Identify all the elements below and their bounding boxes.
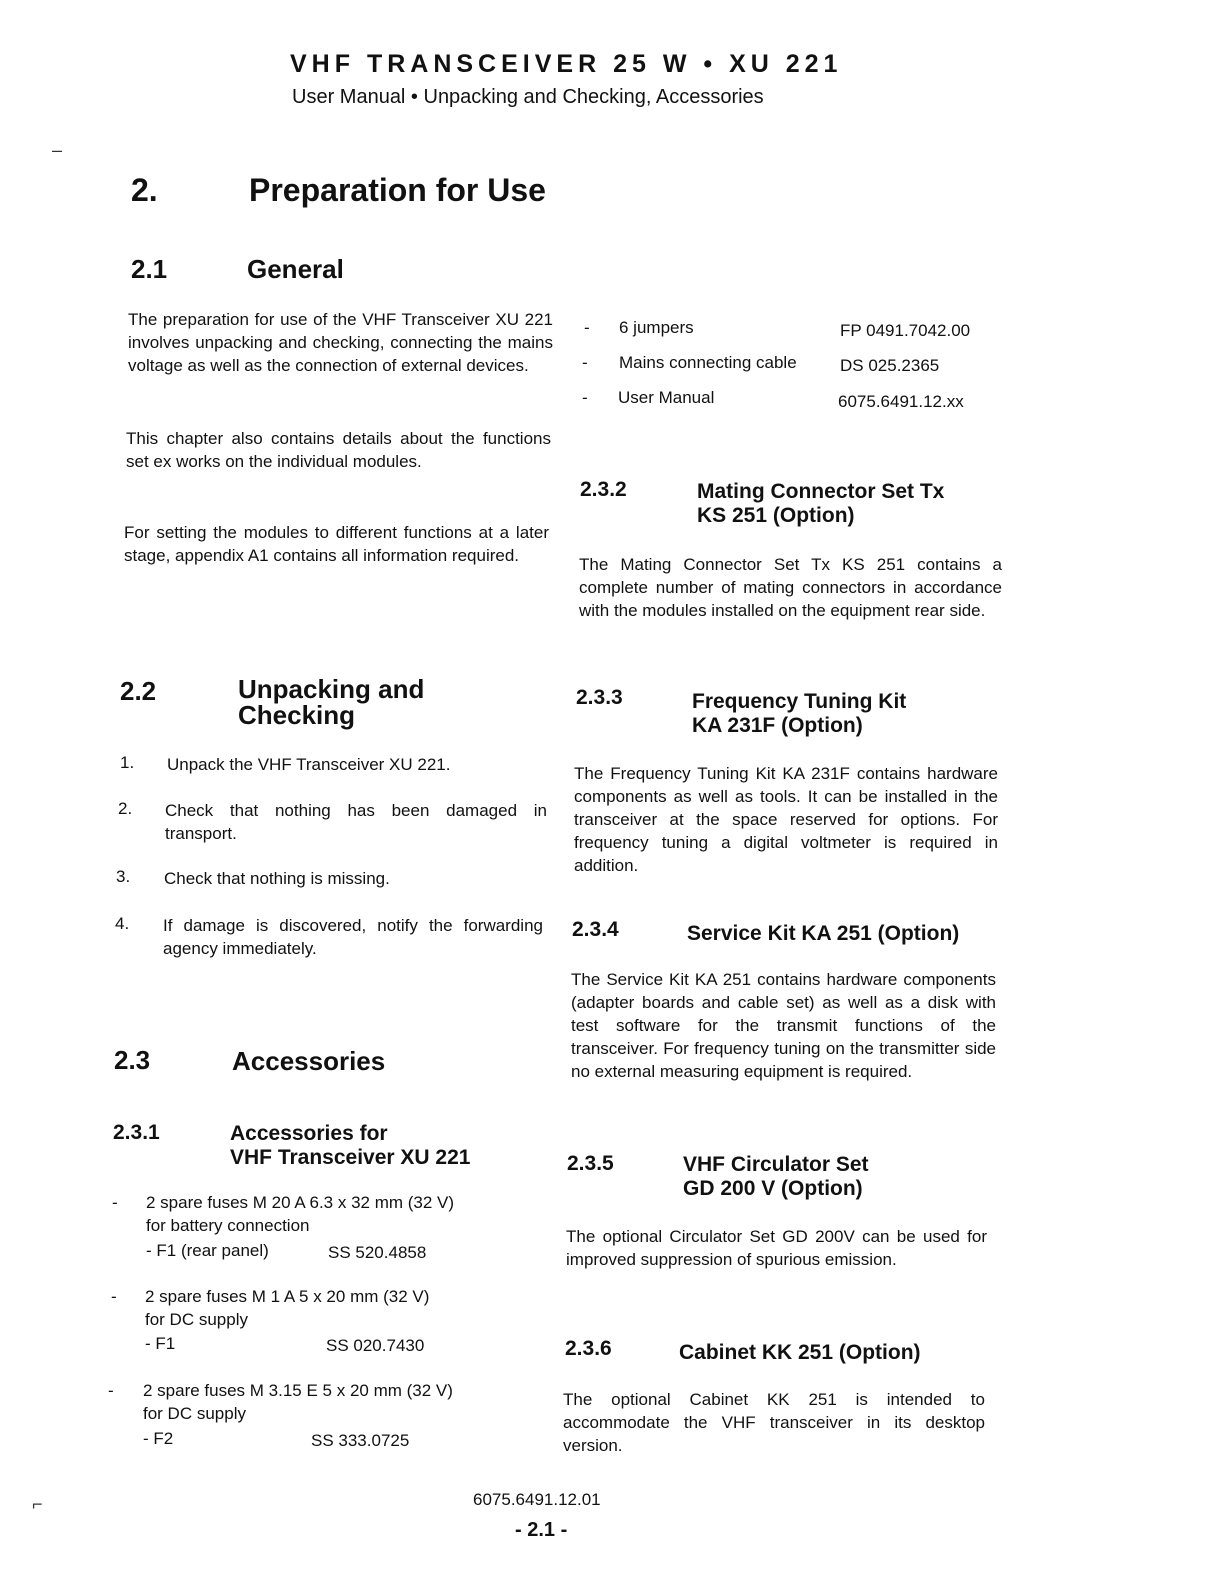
section-2-3-3-title bbox=[692, 690, 906, 738]
fuse-item-ref: - F1 (rear panel) bbox=[146, 1241, 269, 1260]
section-2-3-1-title bbox=[230, 1122, 470, 1170]
section-2-3-6-number: 2.3.6 bbox=[565, 1337, 612, 1360]
section-2-3-2-title-line1: Mating Connector Set Tx bbox=[697, 480, 945, 503]
fuse-item-line2: for battery connection bbox=[146, 1216, 310, 1235]
list-item-number: 1. bbox=[120, 753, 135, 772]
section-2-2-number: 2.2 bbox=[120, 676, 157, 706]
section-2-1-number: 2.1 bbox=[131, 254, 168, 284]
section-2-3-1-title-line2: VHF Transceiver XU 221 bbox=[230, 1146, 471, 1169]
fuse-item-line2: for DC supply bbox=[143, 1404, 246, 1423]
section-2-3-5-title-line1: VHF Circulator Set bbox=[683, 1153, 869, 1176]
chapter-number: 2. bbox=[131, 172, 158, 208]
part-code: 6075.6491.12.xx bbox=[838, 392, 964, 411]
general-paragraph-2: This chapter also contains details about the functions set ex works on the individual modules. bbox=[126, 429, 551, 471]
fuse-item-dash: - bbox=[112, 1193, 118, 1212]
document-subtitle: User Manual • Unpacking and Checking, Accessories bbox=[292, 86, 764, 108]
part-code: FP 0491.7042.00 bbox=[840, 321, 971, 340]
section-2-3-title: Accessories bbox=[232, 1046, 386, 1076]
cabinet-paragraph: The optional Cabinet KK 251 is intended to accommodate the VHF transceiver in its desktop version. bbox=[563, 1390, 985, 1455]
part-dash: - bbox=[584, 318, 590, 337]
fuse-item-ref: - F1 bbox=[145, 1334, 176, 1353]
fuse-item-code: SS 020.7430 bbox=[326, 1336, 425, 1355]
section-2-3-1-number: 2.3.1 bbox=[113, 1121, 160, 1144]
list-item-number: 4. bbox=[115, 914, 130, 933]
margin-mark: ⌐ bbox=[32, 1494, 43, 1514]
part-dash: - bbox=[582, 353, 588, 372]
part-code: DS 025.2365 bbox=[840, 356, 940, 375]
section-2-3-5-number: 2.3.5 bbox=[567, 1152, 614, 1175]
section-2-3-5-title bbox=[683, 1153, 869, 1201]
section-2-2-title-line1: Unpacking and bbox=[238, 674, 425, 704]
section-2-3-3-title-line1: Frequency Tuning Kit bbox=[692, 690, 907, 713]
chapter-title: Preparation for Use bbox=[249, 172, 546, 208]
fuse-item-dash: - bbox=[111, 1287, 117, 1306]
section-2-3-2-number: 2.3.2 bbox=[580, 478, 627, 501]
section-2-3-4-title: Service Kit KA 251 (Option) bbox=[687, 922, 960, 945]
fuse-item-ref: - F2 bbox=[143, 1429, 174, 1448]
section-2-3-2-title bbox=[697, 480, 944, 528]
section-2-3-5-title-line2: GD 200 V (Option) bbox=[683, 1177, 863, 1200]
list-item: Check that nothing is missing. bbox=[164, 869, 390, 888]
section-2-3-number: 2.3 bbox=[114, 1045, 151, 1075]
section-2-3-1-title-line1: Accessories for bbox=[230, 1122, 388, 1145]
frequency-tuning-paragraph: The Frequency Tuning Kit KA 231F contains hardware components as well as tools. It can be installed in the transceiver at the space reserved for options. For frequency tuning a digital voltmeter is required in addition. bbox=[574, 764, 998, 875]
fuse-item-line1: 2 spare fuses M 20 A 6.3 x 32 mm (32 V) bbox=[146, 1193, 455, 1212]
section-2-3-6-title: Cabinet KK 251 (Option) bbox=[679, 1341, 921, 1364]
fuse-item-code: SS 520.4858 bbox=[328, 1243, 427, 1262]
part-name: Mains connecting cable bbox=[619, 353, 797, 372]
fuse-item-line2: for DC supply bbox=[145, 1310, 248, 1329]
section-2-3-3-number: 2.3.3 bbox=[576, 686, 623, 709]
fuse-item-code: SS 333.0725 bbox=[311, 1431, 410, 1450]
fuse-item-line1: 2 spare fuses M 3.15 E 5 x 20 mm (32 V) bbox=[143, 1381, 453, 1400]
document-number: 6075.6491.12.01 bbox=[473, 1490, 601, 1509]
section-2-1-title: General bbox=[247, 254, 344, 284]
general-paragraph-3: For setting the modules to different functions at a later stage, appendix A1 contains all information required. bbox=[124, 523, 549, 565]
section-2-2-title-line2: Checking bbox=[238, 700, 356, 730]
list-item-number: 3. bbox=[116, 867, 131, 886]
section-2-3-4-number: 2.3.4 bbox=[572, 918, 619, 941]
list-item: If damage is discovered, notify the forwarding agency immediately. bbox=[163, 916, 543, 958]
fuse-item-dash: - bbox=[108, 1381, 114, 1400]
mating-connector-paragraph: The Mating Connector Set Tx KS 251 contains a complete number of mating connectors in accordance with the modules installed on the equipment rear side. bbox=[579, 555, 1002, 620]
list-item: Unpack the VHF Transceiver XU 221. bbox=[167, 755, 451, 774]
general-paragraph-1: The preparation for use of the VHF Transceiver XU 221 involves unpacking and checking, connecting the mains voltage as well as the connection of external devices. bbox=[128, 310, 553, 375]
section-2-3-3-title-line2: KA 231F (Option) bbox=[692, 714, 863, 737]
fuse-item-line1: 2 spare fuses M 1 A 5 x 20 mm (32 V) bbox=[145, 1287, 430, 1306]
page-number: - 2.1 - bbox=[515, 1519, 568, 1541]
part-dash: - bbox=[582, 388, 588, 407]
part-name: 6 jumpers bbox=[619, 318, 694, 337]
circulator-set-paragraph: The optional Circulator Set GD 200V can be used for improved suppression of spurious emission. bbox=[566, 1227, 987, 1269]
list-item-number: 2. bbox=[118, 799, 133, 818]
service-kit-paragraph: The Service Kit KA 251 contains hardware components (adapter boards and cable set) as well as a disk with test software for the transmit functions of the transceiver. For frequency tuning on the transmitter side no external measuring equipment is required. bbox=[571, 970, 996, 1081]
list-item: Check that nothing has been damaged in transport. bbox=[165, 801, 547, 843]
document-title: VHF TRANSCEIVER 25 W • XU 221 bbox=[290, 50, 843, 78]
section-2-2-title bbox=[238, 676, 424, 728]
part-name: User Manual bbox=[618, 388, 715, 407]
margin-mark: – bbox=[52, 140, 63, 160]
section-2-3-2-title-line2: KS 251 (Option) bbox=[697, 504, 855, 527]
